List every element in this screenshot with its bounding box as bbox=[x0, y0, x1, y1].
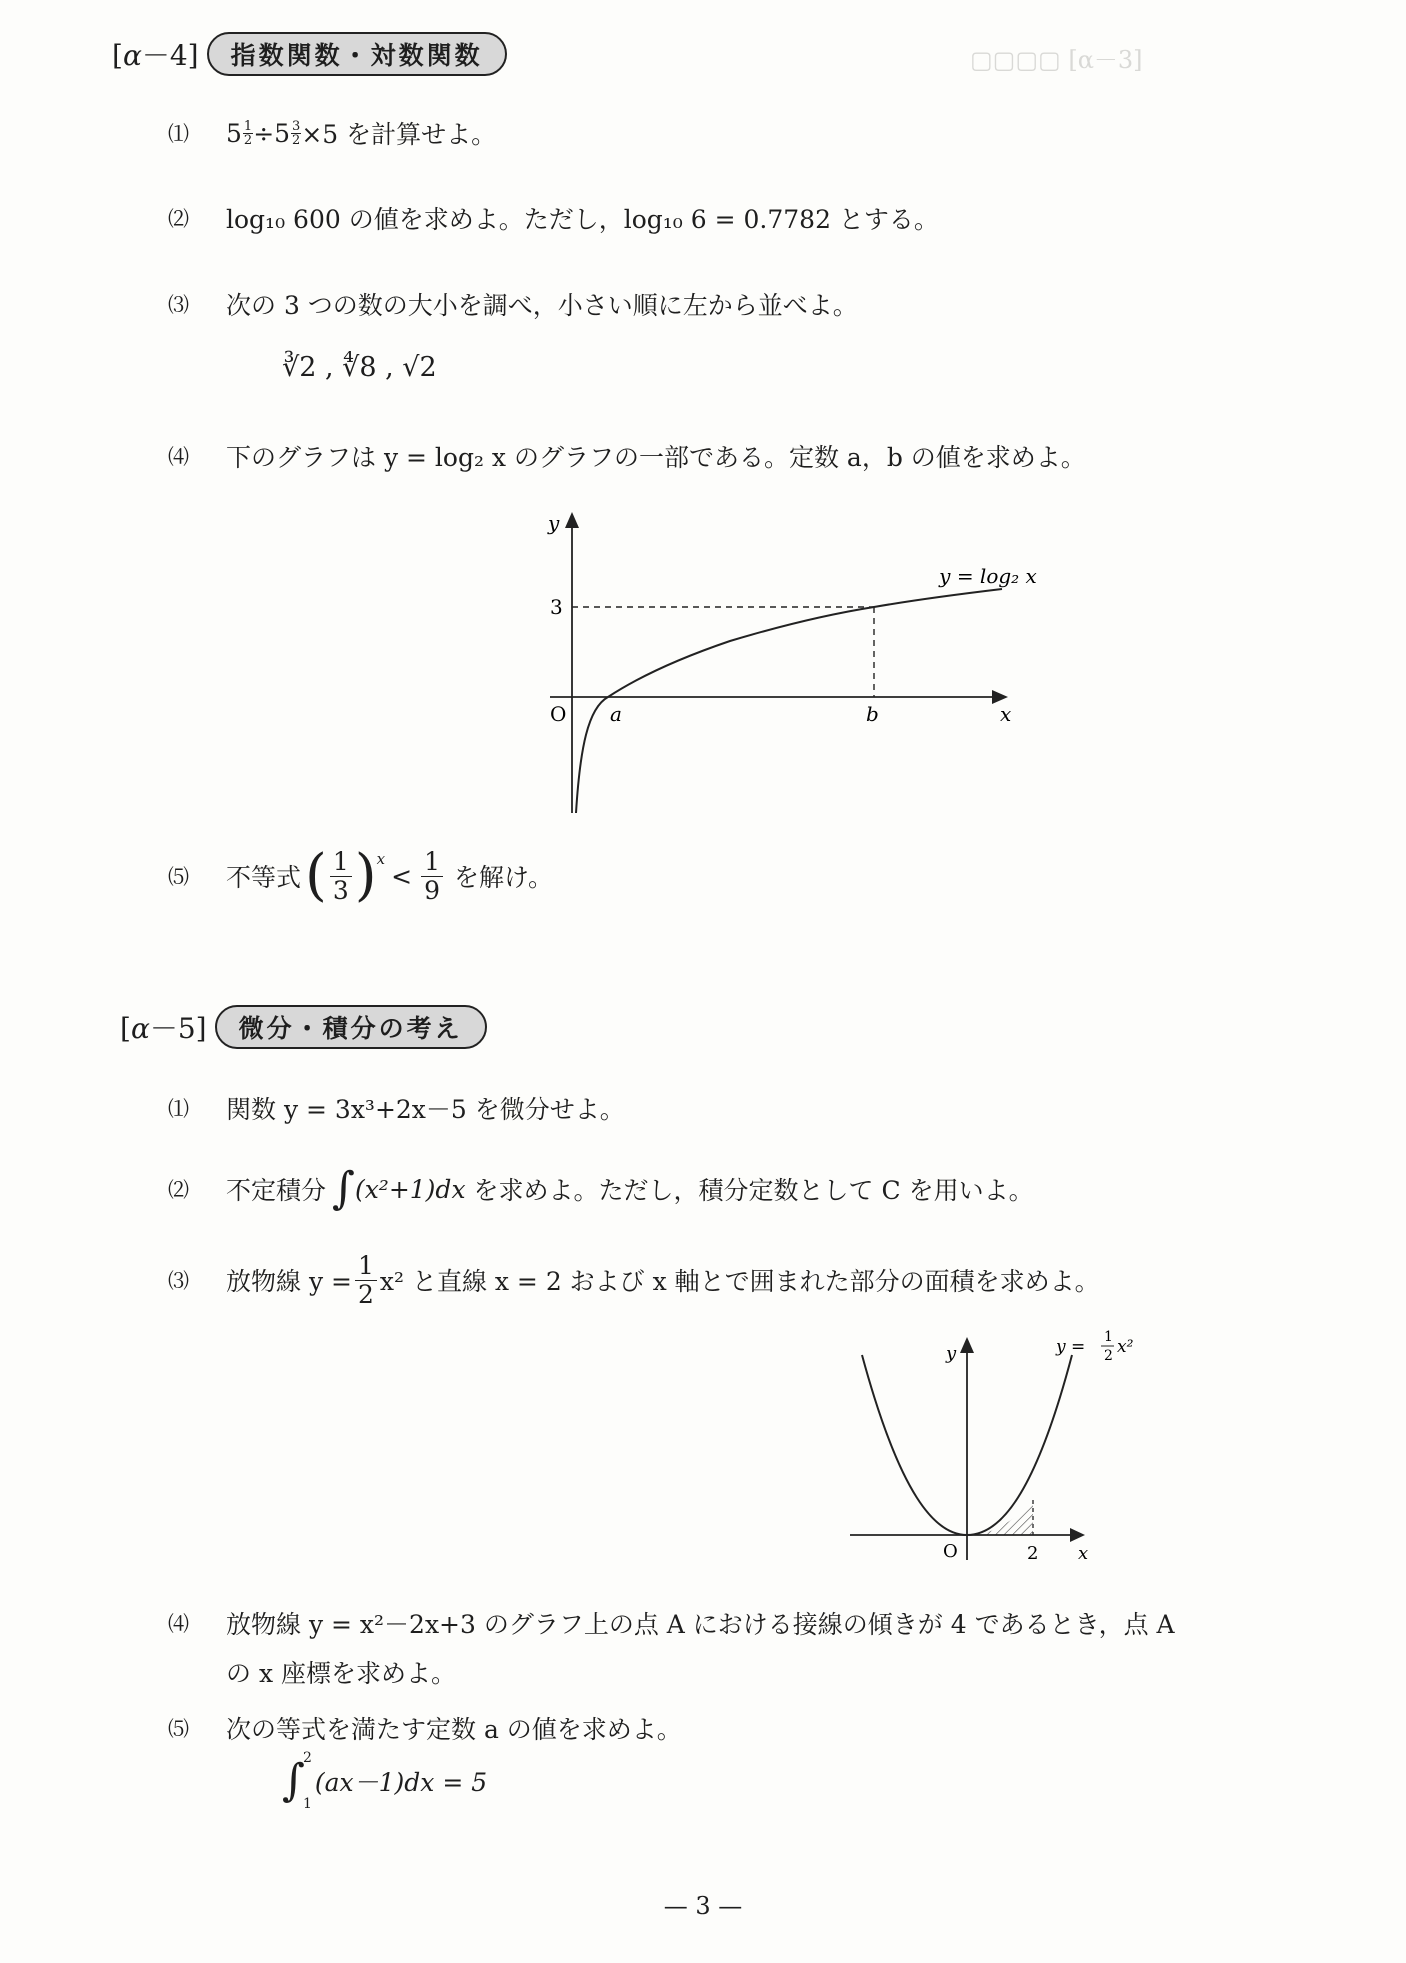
origin-label: O bbox=[550, 702, 567, 726]
question-text: 放物線 y = x²－2x+3 のグラフ上の点 A における接線の傾きが 4 であるとき，点 A bbox=[226, 1610, 1175, 1639]
origin-label: O bbox=[943, 1541, 958, 1562]
definite-integral: ∫ 2 1 (ax－1)dx = 5 bbox=[282, 1750, 488, 1812]
question-5-4-line2: の x 座標を求めよ。 bbox=[226, 1659, 456, 1688]
question-number: ⑴ bbox=[168, 122, 189, 146]
curve-label-den: 2 bbox=[1104, 1348, 1113, 1364]
parabola-graph bbox=[840, 1325, 1160, 1570]
log-graph bbox=[530, 508, 1050, 818]
shaded-area bbox=[967, 1500, 1033, 1535]
question-number: ⑷ bbox=[168, 445, 189, 469]
point-label-b: b bbox=[866, 702, 879, 726]
question-5-4 bbox=[168, 1605, 1175, 1641]
section-title-pill: 微分・積分の考え bbox=[215, 1005, 487, 1049]
curve-label: y = log₂ x bbox=[939, 564, 1037, 588]
section-label: [α－5] bbox=[120, 1012, 207, 1045]
question-4-2 bbox=[168, 200, 939, 236]
fraction: $\frac{1}{3}$ bbox=[330, 848, 352, 904]
question-number: ⑸ bbox=[168, 865, 189, 889]
question-text: 関数 y = 3x³+2x－5 を微分せよ。 bbox=[226, 1095, 625, 1124]
question-5-2: ⑵ 不定積分 ∫ (x²+1)dx を求めよ。ただし，積分定数として C を用いよ。 bbox=[168, 1163, 1034, 1214]
x-axis-label: x bbox=[1078, 1543, 1089, 1564]
curve-label-post: x² bbox=[1117, 1337, 1134, 1357]
section-title-pill: 指数関数・対数関数 bbox=[207, 32, 507, 76]
x-axis-label: x bbox=[1000, 702, 1012, 726]
question-5-1 bbox=[168, 1090, 625, 1126]
question-4-1: ⑴ 5 $\frac{1}{2}$ ÷5 $\frac{3}{2}$ ×5 を計算せよ。 bbox=[168, 118, 497, 149]
integral-sign: ∫ bbox=[332, 1163, 355, 1214]
curve-label-pre: y = bbox=[1056, 1337, 1086, 1357]
question-text: 次の 3 つの数の大小を調べ，小さい順に左から並べよ。 bbox=[226, 291, 858, 320]
tick-label-3: 3 bbox=[550, 595, 563, 619]
y-axis-arrow bbox=[960, 1337, 974, 1353]
question-number: ⑶ bbox=[168, 293, 189, 317]
question-number: ⑵ bbox=[168, 1178, 189, 1202]
question-number: ⑵ bbox=[168, 207, 189, 231]
question-number: ⑶ bbox=[168, 1269, 189, 1293]
question-number: ⑷ bbox=[168, 1612, 189, 1636]
question-number: ⑸ bbox=[168, 1717, 189, 1741]
question-4-4 bbox=[168, 438, 1086, 474]
point-label-a: a bbox=[610, 702, 622, 726]
integral-sign: ∫ bbox=[282, 1755, 305, 1806]
curve-label-num: 1 bbox=[1104, 1329, 1113, 1345]
section-label: [α－4] bbox=[112, 39, 199, 72]
y-axis-label: y bbox=[946, 1343, 957, 1364]
question-4-3 bbox=[168, 286, 858, 322]
question-5-5 bbox=[168, 1710, 682, 1746]
y-axis-arrow bbox=[565, 512, 579, 528]
bleed-through-text: ▢▢▢▢ [α－3] bbox=[970, 46, 1143, 74]
x-axis-arrow bbox=[1070, 1528, 1085, 1542]
log-curve bbox=[576, 589, 1002, 813]
tick-label-2: 2 bbox=[1027, 1543, 1039, 1564]
section-header-a5 bbox=[120, 1005, 487, 1049]
fraction: $\frac{1}{9}$ bbox=[421, 848, 443, 904]
question-number: ⑴ bbox=[168, 1097, 189, 1121]
page-number: — 3 — bbox=[663, 1892, 743, 1920]
radical-list: ∛2 , ∜8 , √2 bbox=[282, 352, 437, 383]
fraction: $\frac{1}{2}$ bbox=[355, 1252, 377, 1308]
question-4-5: ⑸ 不等式 ( $\frac{1}{3}$ ) $^x$ < $\frac{1}{9}$ を解け。 bbox=[168, 843, 553, 908]
question-text: 下のグラフは y = log₂ x のグラフの一部である。定数 a，b の値を求めよ。 bbox=[226, 443, 1086, 472]
exponent-fraction: $\frac{1}{2}$ bbox=[243, 118, 253, 148]
question-text: 次の等式を満たす定数 a の値を求めよ。 bbox=[226, 1715, 682, 1744]
question-text: log₁₀ 600 の値を求めよ。ただし，log₁₀ 6 = 0.7782 とする。 bbox=[226, 205, 939, 234]
section-header-a4 bbox=[112, 32, 507, 76]
integral-limits: 2 1 bbox=[302, 1750, 312, 1812]
question-5-3: ⑶ 放物線 y = $\frac{1}{2}$ x² と直線 x = 2 および x 軸とで囲まれた部分の面積を求めよ。 bbox=[168, 1251, 1100, 1309]
exponent-fraction: $\frac{3}{2}$ bbox=[292, 118, 301, 148]
y-axis-label: y bbox=[548, 511, 560, 535]
